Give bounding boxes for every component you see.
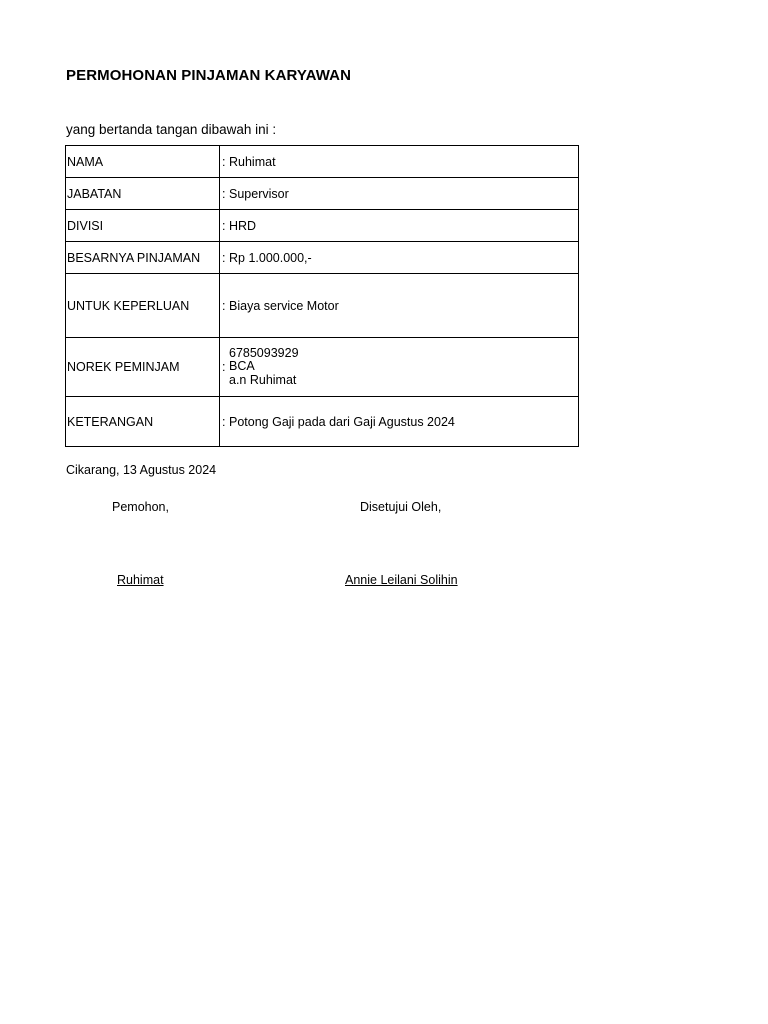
colon: : — [222, 250, 226, 265]
colon: : — [222, 186, 226, 201]
row-label-divisi: DIVISI — [66, 210, 220, 242]
table-row — [66, 146, 579, 178]
intro-text: yang bertanda tangan dibawah ini : — [66, 122, 277, 137]
colon: : — [222, 298, 226, 313]
row-value-divisi — [220, 210, 579, 242]
account-number: 6785093929 — [229, 345, 299, 360]
row-value-besarnya-pinjaman — [220, 242, 579, 274]
row-value-keterangan — [220, 397, 579, 447]
table-row — [66, 210, 579, 242]
row-label-nama: NAMA — [66, 146, 220, 178]
applicant-role: Pemohon, — [112, 500, 169, 514]
row-label-keterangan: KETERANGAN — [66, 397, 220, 447]
row-value-norek-peminjam — [220, 338, 579, 397]
table-row — [66, 242, 579, 274]
bank-name: BCA — [229, 359, 255, 374]
table-row — [66, 178, 579, 210]
colon: : — [222, 154, 226, 169]
account-holder: a.n Ruhimat — [229, 372, 297, 387]
value-text: Supervisor — [229, 186, 289, 201]
row-value-jabatan — [220, 178, 579, 210]
applicant-info-table — [65, 145, 579, 447]
table-row — [66, 397, 579, 447]
value-text: Rp 1.000.000,- — [229, 250, 312, 265]
row-label-untuk-keperluan: UNTUK KEPERLUAN — [66, 274, 220, 338]
colon: : — [222, 218, 226, 233]
colon: : — [222, 360, 226, 374]
applicant-name: Ruhimat — [117, 573, 164, 587]
value-text: Biaya service Motor — [229, 298, 339, 313]
row-label-besarnya-pinjaman: BESARNYA PINJAMAN — [66, 242, 220, 274]
value-text: HRD — [229, 218, 257, 233]
colon: : — [222, 414, 226, 429]
table-row — [66, 274, 579, 338]
approver-name: Annie Leilani Solihin — [345, 573, 458, 587]
row-label-norek-peminjam: NOREK PEMINJAM — [66, 338, 220, 397]
value-text: Potong Gaji pada dari Gaji Agustus 2024 — [229, 414, 455, 429]
row-value-nama — [220, 146, 579, 178]
row-value-untuk-keperluan — [220, 274, 579, 338]
row-label-jabatan: JABATAN — [66, 178, 220, 210]
approver-role: Disetujui Oleh, — [360, 500, 442, 514]
value-text: Ruhimat — [229, 154, 276, 169]
page-title: PERMOHONAN PINJAMAN KARYAWAN — [66, 67, 352, 84]
table-row — [66, 338, 579, 397]
place-date: Cikarang, 13 Agustus 2024 — [66, 463, 217, 477]
